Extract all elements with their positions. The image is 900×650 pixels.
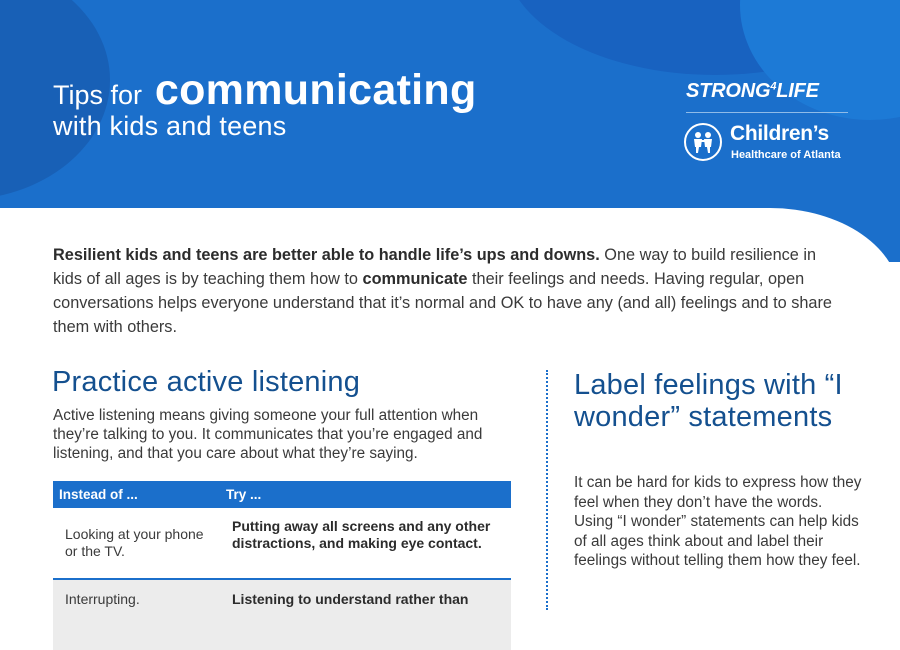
title-main: communicating: [154, 66, 477, 114]
table-cell: Interrupting.: [65, 591, 140, 607]
org-name: Children’s: [730, 122, 829, 145]
intro-paragraph: Resilient kids and teens are better able to handle life’s ups and downs. One way to build resilience in kids of all ages is by teaching them how to communicate their feelings and needs. Having regular, open conversations helps everyone understand that it’s normal and OK to have any (and all) feelings and to share them with others.: [53, 246, 832, 336]
table-header: [53, 481, 511, 508]
column-header: Try ...: [226, 487, 262, 502]
section-heading-active-listening: Practice active listening: [52, 366, 361, 398]
table-cell: Listening to understand rather than: [232, 591, 469, 607]
logo-divider: [686, 112, 848, 113]
table-cell: Putting away all screens and any other distractions, and making eye contact.: [232, 518, 491, 551]
label-feelings-paragraph: It can be hard for kids to express how they feel when they don’t have the words. Using “I wonder” statements can help kids of all ages think about and label their feelings without telling them how they feel.: [574, 474, 862, 569]
org-subtitle: Healthcare of Atlanta: [731, 149, 841, 161]
table-row: [53, 508, 511, 580]
children-logo-icon: [684, 123, 722, 161]
page-title: [53, 66, 477, 142]
title-prefix: Tips for: [53, 80, 143, 110]
childrens-healthcare-logo[interactable]: [684, 122, 854, 166]
tips-table: [53, 481, 511, 650]
table-cell: Looking at your phone or the TV.: [65, 526, 204, 559]
section-heading-label-feelings: Label feelings with “I wonder” statements: [574, 369, 843, 433]
table-row: [53, 580, 511, 650]
strong4life-logo[interactable]: STRONG$^4$LIFE: [686, 80, 819, 102]
title-line2: with kids and teens: [53, 111, 287, 141]
active-listening-paragraph: Active listening means giving someone your full attention when they’re talking to you. It communicates that you’re engaged and listening, and that you care about what they’re saying.: [53, 407, 483, 462]
column-header: Instead of ...: [59, 487, 138, 502]
column-separator: [546, 370, 548, 610]
